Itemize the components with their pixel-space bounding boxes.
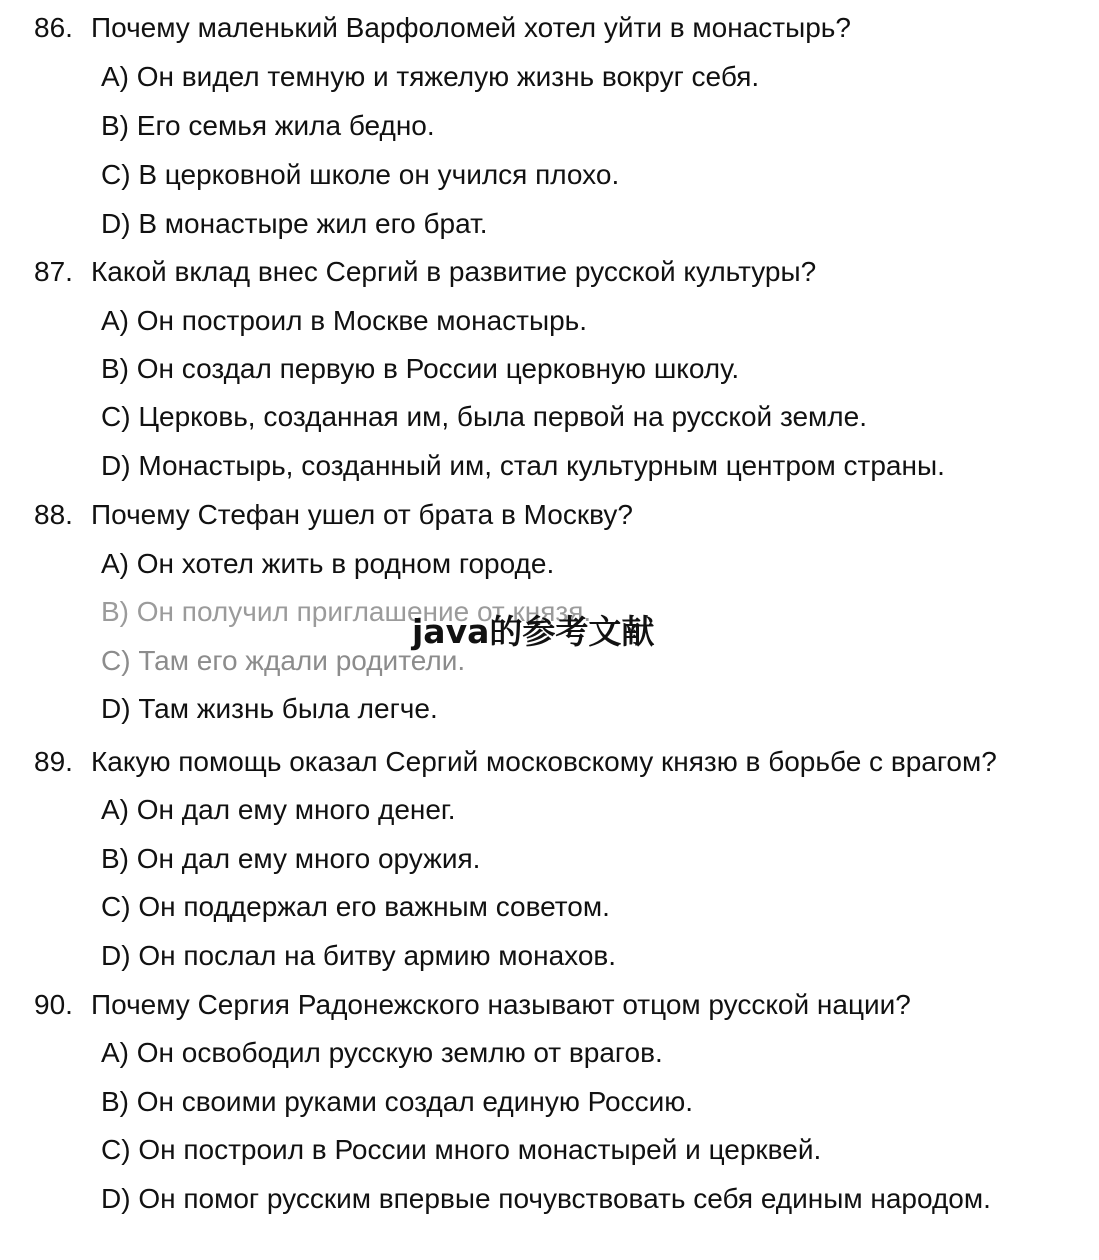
question-text: Какую помощь оказал Сергий московскому князю в борьбе с врагом? xyxy=(91,746,997,777)
answer-option-c: C) В церковной школе он учился плохо. xyxy=(101,159,620,190)
answer-option-c: C) Церковь, созданная им, была первой на русской земле. xyxy=(101,401,867,432)
question-line xyxy=(34,742,997,782)
answer-option-a: A) Он построил в Москве монастырь. xyxy=(101,305,588,336)
question-text: Почему Сергия Радонежского называют отцом русской нации? xyxy=(91,989,911,1020)
watermark-text: java的参考文献 xyxy=(412,612,655,651)
answer-option-b: B) Он получил приглашение от князя. xyxy=(101,596,592,627)
question-text: Какой вклад внес Сергий в развитие русской культуры? xyxy=(91,256,817,287)
answer-option-b: B) Его семья жила бедно. xyxy=(101,110,435,141)
question-number: 88. xyxy=(34,499,73,530)
question-number: 86. xyxy=(34,12,73,43)
question-line xyxy=(34,495,633,535)
answer-option-b: B) Он своими руками создал единую Россию. xyxy=(101,1086,694,1117)
question-text: Почему Стефан ушел от брата в Москву? xyxy=(91,499,633,530)
answer-option-d: D) В монастыре жил его брат. xyxy=(101,208,488,239)
answer-option-d: D) Он послал на битву армию монахов. xyxy=(101,940,617,971)
answer-option-a: A) Он видел темную и тяжелую жизнь вокруг себя. xyxy=(101,61,760,92)
question-line xyxy=(34,985,911,1025)
answer-option-b: B) Он создал первую в России церковную школу. xyxy=(101,353,740,384)
question-text: Почему маленький Варфоломей хотел уйти в монастырь? xyxy=(91,12,851,43)
question-line xyxy=(34,8,851,48)
answer-option-d: D) Там жизнь была легче. xyxy=(101,693,438,724)
answer-option-c: C) Он построил в России много монастырей и церквей. xyxy=(101,1134,822,1165)
question-number: 90. xyxy=(34,989,73,1020)
question-number: 87. xyxy=(34,256,73,287)
question-line xyxy=(34,252,816,292)
answer-option-c: C) Там его ждали родители. xyxy=(101,645,466,676)
answer-option-a: A) Он хотел жить в родном городе. xyxy=(101,548,555,579)
answer-option-d: D) Он помог русским впервые почувствовать себя единым народом. xyxy=(101,1183,991,1214)
answer-option-d: D) Монастырь, созданный им, стал культурным центром страны. xyxy=(101,450,945,481)
answer-option-c: C) Он поддержал его важным советом. xyxy=(101,891,610,922)
answer-option-a: A) Он дал ему много денег. xyxy=(101,794,456,825)
answer-option-a: A) Он освободил русскую землю от врагов. xyxy=(101,1037,663,1068)
answer-option-b: B) Он дал ему много оружия. xyxy=(101,843,481,874)
question-number: 89. xyxy=(34,746,73,777)
